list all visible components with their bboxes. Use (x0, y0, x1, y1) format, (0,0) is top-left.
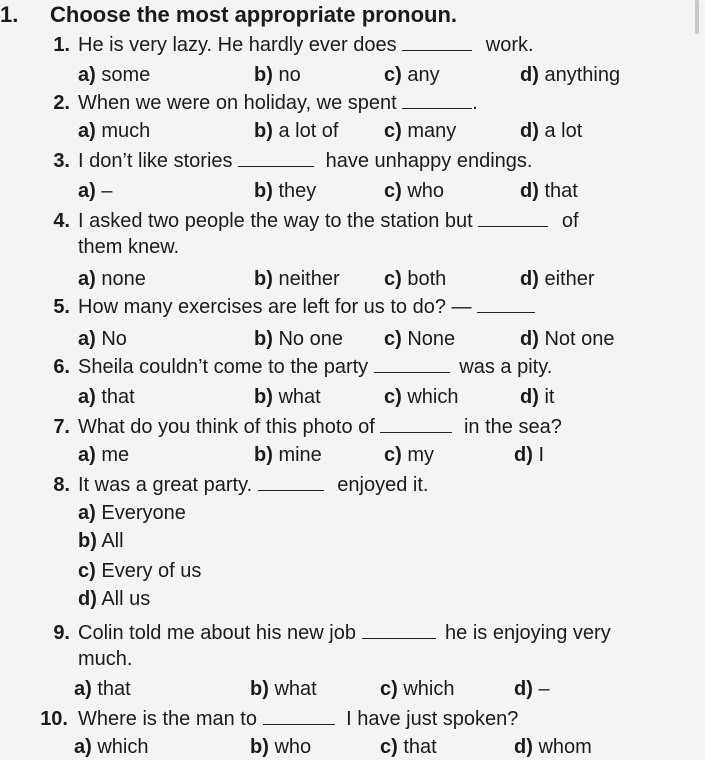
option-text: Not one (538, 328, 615, 350)
option-d[interactable] (78, 586, 150, 612)
option-letter: c) (384, 386, 402, 408)
option-b[interactable] (250, 734, 311, 760)
option-letter: a) (78, 386, 96, 408)
option-text: what (272, 386, 321, 408)
question-text (78, 32, 534, 58)
question-text-after: . (472, 92, 478, 114)
question-text (78, 354, 552, 380)
option-text: No one (272, 328, 343, 350)
question-text (78, 208, 579, 234)
option-letter: b) (78, 530, 97, 552)
option-b[interactable] (78, 528, 124, 554)
option-letter: a) (78, 444, 96, 466)
question-number: 3. (53, 150, 70, 172)
option-letter: c) (384, 328, 402, 350)
option-letter: c) (384, 444, 402, 466)
option-b[interactable] (254, 326, 343, 352)
question-text-continuation: them knew. (78, 236, 180, 258)
option-text: what (268, 678, 317, 700)
option-a[interactable] (78, 266, 146, 292)
question-text-after: enjoyed it. (331, 474, 429, 496)
question-text (78, 706, 518, 732)
option-d[interactable] (520, 384, 554, 410)
option-letter: d) (520, 386, 539, 408)
option-c[interactable] (384, 326, 455, 352)
option-letter: d) (514, 678, 533, 700)
answer-blank[interactable] (238, 148, 314, 167)
option-a[interactable] (78, 384, 135, 410)
option-text: any (401, 64, 440, 86)
option-letter: c) (384, 64, 402, 86)
question-number: 5. (53, 296, 70, 318)
option-letter: b) (254, 444, 273, 466)
answer-blank[interactable] (477, 294, 535, 313)
option-letter: d) (520, 268, 539, 290)
question-text (78, 472, 428, 498)
option-d[interactable] (520, 178, 578, 204)
option-letter: c) (78, 560, 96, 582)
option-letter: b) (254, 120, 273, 142)
option-text: mine (272, 444, 322, 466)
question-text-before: I don’t like stories (78, 150, 239, 172)
option-a[interactable] (78, 178, 112, 204)
option-text: – (95, 180, 113, 202)
option-c[interactable] (78, 558, 201, 584)
option-letter: b) (250, 678, 269, 700)
option-text: No (95, 328, 127, 350)
option-text: that (91, 678, 131, 700)
option-b[interactable] (254, 384, 321, 410)
option-letter: d) (514, 444, 533, 466)
answer-blank[interactable] (402, 90, 472, 109)
question-text-before: What do you think of this photo of (78, 416, 381, 438)
option-d[interactable] (514, 442, 544, 468)
option-text: it (538, 386, 555, 408)
option-text: my (401, 444, 435, 466)
question-text-after: have unhappy endings. (320, 150, 533, 172)
option-text: they (272, 180, 317, 202)
option-letter: b) (250, 736, 269, 758)
option-d[interactable] (520, 62, 620, 88)
option-d[interactable] (520, 266, 594, 292)
option-b[interactable] (254, 178, 316, 204)
option-c[interactable] (380, 734, 437, 760)
option-letter: d) (520, 64, 539, 86)
exercise-title: Choose the most appropriate pronoun. (50, 2, 458, 27)
option-text: me (95, 444, 130, 466)
answer-blank[interactable] (362, 620, 436, 639)
option-a[interactable] (78, 326, 127, 352)
question-number: 8. (53, 474, 70, 496)
option-a[interactable] (78, 62, 150, 88)
option-letter: c) (384, 268, 402, 290)
question-text (78, 148, 532, 174)
answer-blank[interactable] (374, 354, 450, 373)
option-text: Every of us (95, 560, 202, 582)
option-c[interactable] (384, 118, 456, 144)
question-number: 9. (53, 622, 70, 644)
option-c[interactable] (380, 676, 455, 702)
option-a[interactable] (78, 442, 129, 468)
option-text: a lot of (272, 120, 339, 142)
option-letter: d) (520, 328, 539, 350)
question-number: 4. (53, 210, 70, 232)
question-number: 7. (53, 416, 70, 438)
option-d[interactable] (514, 734, 592, 760)
option-text: Everyone (95, 502, 186, 524)
option-text: – (532, 678, 550, 700)
option-text: which (91, 736, 149, 758)
option-letter: a) (78, 268, 96, 290)
option-text: no (272, 64, 301, 86)
option-text: either (538, 268, 595, 290)
option-text: much (95, 120, 151, 142)
question-text-before: Sheila couldn’t come to the party (78, 356, 374, 378)
answer-blank[interactable] (380, 414, 452, 433)
question-text-before: He is very lazy. He hardly ever does (78, 34, 403, 56)
option-letter: b) (254, 386, 273, 408)
option-text: None (401, 328, 456, 350)
option-text: some (95, 64, 151, 86)
option-letter: b) (254, 328, 273, 350)
option-a[interactable] (78, 500, 186, 526)
option-letter: c) (384, 120, 402, 142)
option-text: that (95, 386, 135, 408)
option-a[interactable] (78, 118, 150, 144)
option-a[interactable] (74, 734, 149, 760)
answer-blank[interactable] (402, 32, 472, 51)
question-text (78, 414, 562, 440)
option-text: both (401, 268, 447, 290)
option-text: I (532, 444, 545, 466)
option-b[interactable] (254, 266, 340, 292)
option-letter: b) (254, 268, 273, 290)
option-letter: d) (78, 588, 97, 610)
question-text-before: I asked two people the way to the station but (78, 210, 479, 232)
option-b[interactable] (254, 442, 322, 468)
option-c[interactable] (384, 384, 459, 410)
option-text: none (95, 268, 146, 290)
exercise-number: 1. (0, 2, 19, 27)
option-text: who (401, 180, 445, 202)
question-number: 2. (53, 92, 70, 114)
question-text-continuation: much. (78, 648, 133, 670)
option-b[interactable] (254, 62, 301, 88)
question-text-after: in the sea? (458, 416, 562, 438)
question-text-after: work. (480, 34, 534, 56)
question-text-before: It was a great party. (78, 474, 258, 496)
option-c[interactable] (384, 266, 446, 292)
option-letter: a) (78, 180, 96, 202)
option-letter: b) (254, 180, 273, 202)
option-text: that (538, 180, 578, 202)
question-number: 10. (40, 708, 68, 730)
page-edge-mark (695, 0, 699, 34)
question-text-after: he is enjoying very (439, 622, 611, 644)
option-letter: a) (78, 120, 96, 142)
option-text: that (397, 736, 437, 758)
question-text-before: Colin told me about his new job (78, 622, 362, 644)
option-text: which (401, 386, 459, 408)
option-letter: c) (384, 180, 402, 202)
question-text (78, 294, 535, 320)
answer-blank[interactable] (263, 706, 335, 725)
question-text-before: How many exercises are left for us to do? — (78, 296, 478, 318)
option-text: All us (96, 588, 151, 610)
question-number: 6. (53, 356, 70, 378)
option-letter: d) (514, 736, 533, 758)
option-letter: c) (380, 736, 398, 758)
option-letter: a) (78, 64, 96, 86)
question-text-after: I have just spoken? (340, 708, 519, 730)
option-text: many (401, 120, 457, 142)
answer-blank[interactable] (258, 472, 324, 491)
option-text: who (268, 736, 312, 758)
option-text: which (397, 678, 455, 700)
option-letter: a) (74, 736, 92, 758)
question-text-before: Where is the man to (78, 708, 263, 730)
option-b[interactable] (250, 676, 317, 702)
question-text-before: When we were on holiday, we spent (78, 92, 403, 114)
option-letter: a) (78, 328, 96, 350)
option-letter: c) (380, 678, 398, 700)
option-letter: a) (74, 678, 92, 700)
option-letter: d) (520, 180, 539, 202)
option-text: anything (538, 64, 621, 86)
option-c[interactable] (384, 62, 440, 88)
option-text: a lot (538, 120, 583, 142)
option-a[interactable] (74, 676, 131, 702)
question-number: 1. (53, 34, 70, 56)
option-text: neither (272, 268, 340, 290)
option-c[interactable] (384, 178, 444, 204)
answer-blank[interactable] (478, 208, 548, 227)
option-d[interactable] (520, 326, 615, 352)
option-letter: b) (254, 64, 273, 86)
option-text: All (96, 530, 124, 552)
option-letter: a) (78, 502, 96, 524)
question-text (78, 620, 611, 646)
option-d[interactable] (514, 676, 550, 702)
option-d[interactable] (520, 118, 582, 144)
option-letter: d) (520, 120, 539, 142)
question-text-after: of (556, 210, 579, 232)
question-text (78, 90, 478, 116)
option-c[interactable] (384, 442, 434, 468)
option-text: whom (532, 736, 592, 758)
option-b[interactable] (254, 118, 339, 144)
question-text-after: was a pity. (453, 356, 553, 378)
